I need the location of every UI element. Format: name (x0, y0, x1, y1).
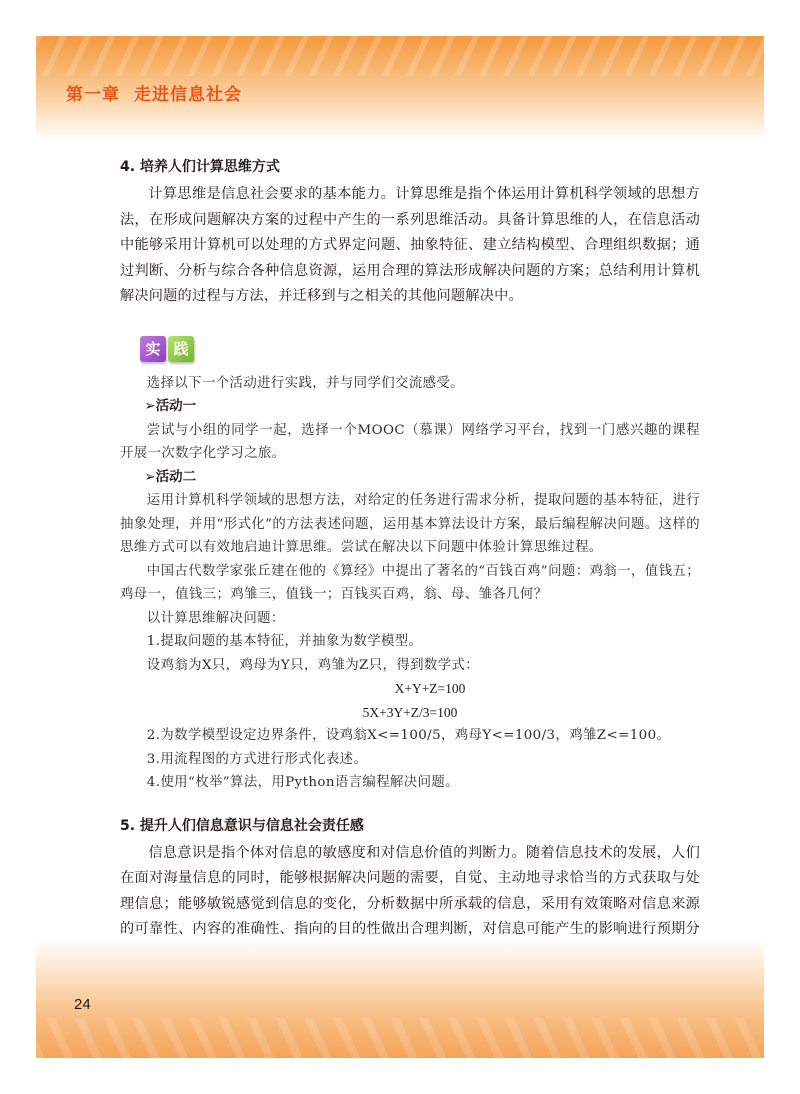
section4-paragraph: 计算思维是信息社会要求的基本能力。计算思维是指个体运用计算机科学领域的思想方法，在形成问题解决方案的过程中产生的一系列思维活动。具备计算思维的人，在信息活动中能够采用计算机可以处理的方式界定问题、抽象特征、建立结构模型、合理组织数据；通过判断、分析与综合各种信息资源，运用合理的算法形成解决问题的方案；总结利用计算机解决问题的过程与方法，并迁移到与之相关的其他问题解决中。 (120, 186, 700, 304)
formula-2: 5X+3Y+Z/3=100 (362, 704, 458, 720)
section5-paragraph: 信息意识是指个体对信息的敏感度和对信息价值的判断力。随着信息技术的发展，人们在面对海量信息的同时，能够根据解决问题的需要，自觉、主动地寻求恰当的方式获取与处理信息；能够敏锐感觉到信息的变化，分析数据中所承载的信息，采用有效策略对信息来源的可靠性、内容的准确性、指向的目的性做出合理判断，对信息可能产生的影响进行预期分 (120, 844, 700, 937)
step-3: 3.用流程图的方式进行形式化表述。 (146, 751, 368, 767)
chapter-number: 第一章 (66, 85, 120, 105)
activity2-text: 运用计算机科学领域的思想方法，对给定的任务进行需求分析，提取问题的基本特征，进行抽象处理，并用“形式化”的方法表述问题，运用基本算法设计方案，最后编程解决问题。这样的思维方式可以有效地启迪计算思维。尝试在解决以下问题中体验计算思维过程。 (120, 493, 700, 555)
step-2: 2.为数学模型设定边界条件，设鸡翁X<=100/5，鸡母Y<=100/3，鸡雏Z<=100。 (146, 728, 671, 743)
practice-icon-char-1: 实 (140, 336, 166, 362)
practice-intro: 选择以下一个活动进行实践，并与同学们交流感受。 (146, 375, 464, 391)
header-band (36, 36, 764, 141)
solve-intro: 以计算思维解决问题： (146, 610, 285, 626)
footer-band (36, 938, 764, 1058)
chapter-name: 走进信息社会 (134, 85, 242, 105)
formula-1: X+Y+Z=100 (394, 681, 466, 696)
section4-heading: 4. 培养人们计算思维方式 (120, 159, 280, 175)
practice-activities (120, 372, 700, 795)
step-1-detail: 设鸡翁为X只，鸡母为Y只，鸡雏为Z只，得到数学式： (146, 657, 480, 673)
activity2-heading: ➢活动二 (144, 468, 197, 485)
activity1-text: 尝试与小组的同学一起，选择一个MOOC（慕课）网络学习平台，找到一门感兴趣的课程开展一次数字化学习之旅。 (120, 422, 700, 461)
activity1-heading: ➢活动一 (144, 398, 197, 414)
step-1: 1.提取问题的基本特征，并抽象为数学模型。 (146, 634, 423, 649)
chapter-title (66, 80, 256, 105)
page-number: 24 (74, 996, 91, 1013)
practice-icon (140, 336, 194, 362)
section5-heading: 5. 提升人们信息意识与信息社会责任感 (120, 817, 364, 834)
practice-icon-char-2: 践 (168, 336, 194, 362)
step-4: 4.使用“枚举”算法，用Python语言编程解决问题。 (146, 775, 459, 790)
textbook-page (36, 36, 764, 1058)
page-content (120, 156, 700, 994)
problem-text: 中国古代数学家张丘建在他的《算经》中提出了著名的“百钱百鸡”问题：鸡翁一，值钱五；鸡母一，值钱三；鸡雏三，值钱一；百钱买百鸡，翁、母、雏各几何？ (120, 563, 700, 602)
